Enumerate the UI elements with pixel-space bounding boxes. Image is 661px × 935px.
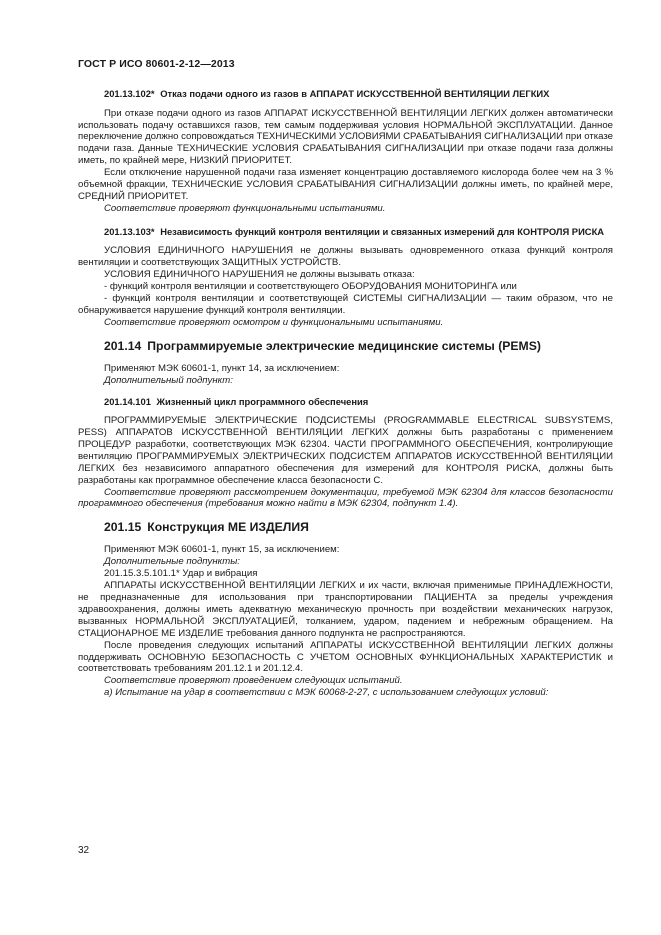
- subclause-number: 201.13.102*: [104, 88, 155, 99]
- additional-subclause-label: Дополнительные подпункты:: [104, 556, 240, 568]
- paragraph: Если отключение нарушенной подачи газа изменяет концентрацию доставляемого кислорода более чем на 3 % объемной фракции, ТЕХНИЧЕСКИЕ УСЛОВИЯ СРАБАТЫВАНИЯ СИГНАЛИЗАЦИИ должны иметь, по крайней мере, СРЕДНИЙ ПРИОРИТЕТ.: [78, 167, 613, 202]
- section-number: 201.15: [104, 520, 142, 535]
- section-title: Программируемые электрические медицинские системы (PEMS): [147, 338, 541, 353]
- page-number: 32: [78, 845, 90, 856]
- subclause-number: 201.13.103*: [104, 225, 155, 237]
- subclause-number: 201.14.101: [104, 395, 151, 407]
- subclause-heading: [78, 88, 613, 100]
- paragraph: УСЛОВИЯ ЕДИНИЧНОГО НАРУШЕНИЯ не должны вызывать отказа:: [104, 269, 415, 281]
- subclause-heading: [78, 396, 613, 408]
- subclause-title: Отказ подачи одного из газов в АППАРАТ ИСКУССТВЕННОЙ ВЕНТИЛЯЦИИ ЛЕГКИХ: [160, 88, 550, 99]
- subclause-title: Жизненный цикл программного обеспечения: [156, 395, 369, 407]
- paragraph: Применяют МЭК 60601-1, пункт 14, за исключением:: [104, 362, 340, 374]
- subclause-line: 201.15.3.5.101.1* Удар и вибрация: [104, 568, 258, 580]
- paragraph: УСЛОВИЯ ЕДИНИЧНОГО НАРУШЕНИЯ не должны вызывать одновременного отказа функций контроля вентиляции и соответствующих ЗАЩИТНЫХ УСТРОЙСТВ.: [78, 245, 613, 269]
- test-item: а) Испытание на удар в соответствии с МЭК 60068-2-27, с использованием следующих условий:: [104, 687, 549, 699]
- list-item: - функций контроля вентиляции и соответствующей СИСТЕМЫ СИГНАЛИЗАЦИИ — таким образом, что не обнаруживается нарушение функций контроля вентиляции.: [78, 292, 613, 316]
- list-item: - функций контроля вентиляции и соответствующего ОБОРУДОВАНИЯ МОНИТОРИНГА или: [104, 281, 517, 293]
- paragraph: Применяют МЭК 60601-1, пункт 15, за исключением:: [104, 544, 340, 556]
- paragraph: После проведения следующих испытаний АППАРАТЫ ИСКУССТВЕННОЙ ВЕНТИЛЯЦИИ ЛЕГКИХ должны поддерживать ОСНОВНУЮ БЕЗОПАСНОСТЬ С УЧЕТОМ ОСНОВНЫХ ФУНКЦИОНАЛЬНЫХ ХАРАКТЕРИСТИК и соответствовать требованиям 201.12.1 и 201.12.4.: [78, 639, 613, 675]
- section-title: Конструкция МЕ ИЗДЕЛИЯ: [147, 520, 309, 535]
- section-heading: [78, 520, 613, 535]
- page-content: [78, 88, 613, 699]
- section-number: 201.14: [104, 338, 142, 353]
- compliance-note: Соответствие проверяют функциональными испытаниями.: [104, 202, 386, 214]
- additional-subclause-label: Дополнительный подпункт:: [104, 374, 233, 386]
- page-header: ГОСТ Р ИСО 80601-2-12—2013: [78, 58, 235, 70]
- compliance-note: Соответствие проверяют проведением следующих испытаний.: [104, 675, 403, 687]
- subclause-title: Независимость функций контроля вентиляции и связанных измерений для КОНТРОЛЯ РИСКА: [160, 225, 605, 237]
- paragraph: АППАРАТЫ ИСКУССТВЕННОЙ ВЕНТИЛЯЦИИ ЛЕГКИХ и их части, включая применимые ПРИНАДЛЕЖНОСТИ, не предназначенные для использования при транспортировании ПАЦИЕНТА за пределы учреждения здравоохранения, должны иметь адекватную механическую прочность при воздействии механических нагрузок, вызванных НОРМАЛЬНОЙ ЭКСПЛУАТАЦИЕЙ, толканием, ударом, падением и небрежным обращением. На СТАЦИОНАРНОЕ МЕ ИЗДЕЛИЕ требования данного подпункта не распространяются.: [78, 580, 613, 639]
- compliance-note: Соответствие проверяют осмотром и функциональными испытаниями.: [104, 316, 444, 328]
- paragraph: ПРОГРАММИРУЕМЫЕ ЭЛЕКТРИЧЕСКИЕ ПОДСИСТЕМЫ (PROGRAMMABLE ELECTRICAL SUBSYSTEMS, PESS) АППАРАТОВ ИСКУССТВЕННОЙ ВЕНТИЛЯЦИИ ЛЕГКИХ должны быть разработаны с применением ПРОЦЕДУР разработки, соответствующих МЭК 62304. ЧАСТИ ПРОГРАММНОГО ОБЕСПЕЧЕНИЯ, контролирующие вентиляцию ПРОГРАММИРУЕМЫХ ЭЛЕКТРИЧЕСКИХ ПОДСИСТЕМ АППАРАТОВ ИСКУССТВЕННОЙ ВЕНТИЛЯЦИИ ЛЕГКИХ без независимого аппаратного обеспечения для измерений для КОНТРОЛЯ РИСКА, должны быть разработаны как программное обеспечение класса безопасности С.: [78, 415, 613, 486]
- subclause-heading: [78, 226, 613, 238]
- paragraph: При отказе подачи одного из газов АППАРАТ ИСКУССТВЕННОЙ ВЕНТИЛЯЦИИ ЛЕГКИХ должен автоматически использовать подачу оставшихся газов, тем самым поддерживая условия НОРМАЛЬНОЙ ЭКСПЛУАТАЦИИ. Данное переключение должно сопровождаться ТЕХНИЧЕСКИМИ УСЛОВИЯМИ СРАБАТЫВАНИЯ СИГНАЛИЗАЦИИ при отказе подачи газа. Данные ТЕХНИЧЕСКИЕ УСЛОВИЯ СРАБАТЫВАНИЯ СИГНАЛИЗАЦИИ при отказе подачи газа должны иметь, по крайней мере, НИЗКИЙ ПРИОРИТЕТ.: [78, 107, 614, 167]
- section-heading: [78, 339, 613, 354]
- compliance-note: Соответствие проверяют рассмотрением документации, требуемой МЭК 62304 для классов безопасности программного обеспечения (требования можно найти в МЭК 62304, подпункт 1.4).: [78, 486, 613, 510]
